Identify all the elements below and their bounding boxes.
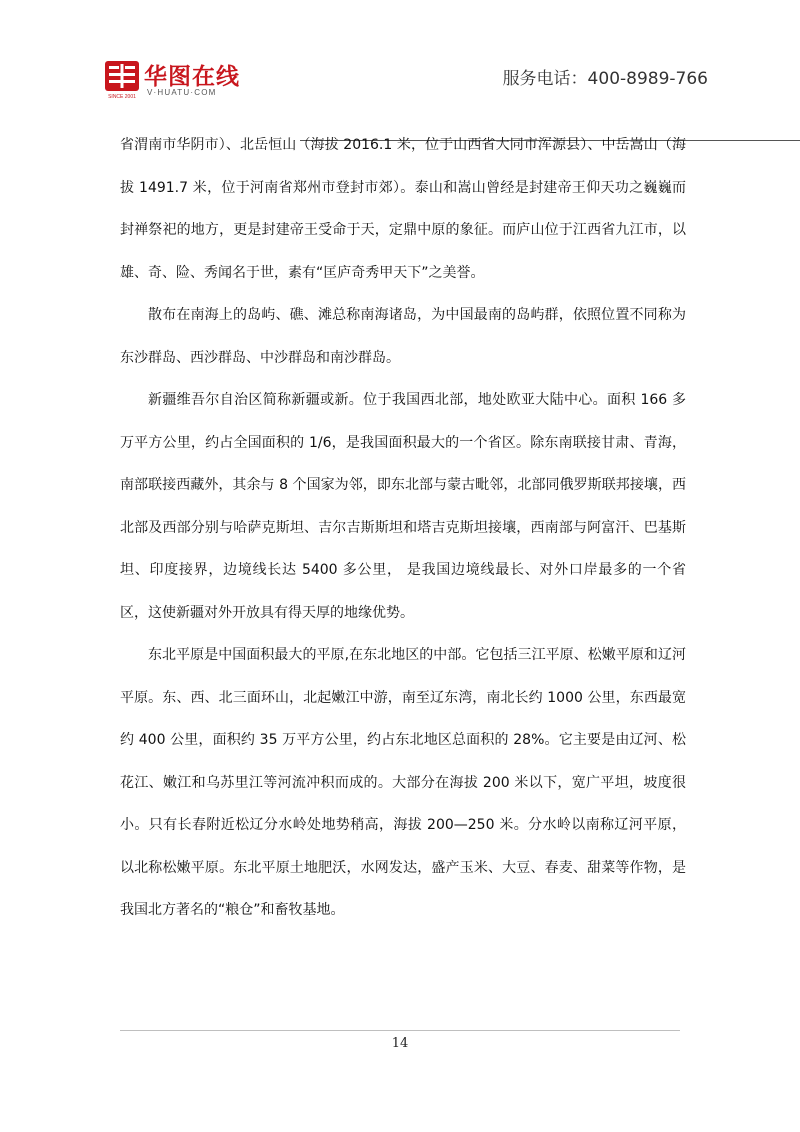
huatu-logo-icon: [104, 60, 140, 100]
logo-domain: V·HUATU·COM: [147, 88, 217, 97]
page-number: 14: [391, 1036, 409, 1051]
footer-divider: [120, 1030, 680, 1031]
svg-text:SINCE 2001: SINCE 2001: [108, 94, 136, 100]
page-header: [104, 52, 708, 100]
paragraph-south-china-sea-islands: 散布在南海上的岛屿、礁、滩总称南海诸岛，为中国最南的岛屿群，依照位置不同称为东沙群岛、西沙群岛、中沙群岛和南沙群岛。: [120, 307, 686, 366]
paragraph-northeast-plain: 东北平原是中国面积最大的平原,在东北地区的中部。它包括三江平原、松嫩平原和辽河平原。东、西、北三面环山，北起嫩江中游，南至辽东湾，南北长约 1000 公里，东西最宽约 400 公里，面积约 35 万平方公里，约占东北地区总面积的 28%。它主要是由辽河、松花江、嫩江和乌苏里江等河流冲积而成的。大部分在海拔 200 米以下，宽广平坦，坡度很小。只有长春附近松辽分水岭处地势稍高，海拔 200—250 米。分水岭以南称辽河平原，以北称松嫩平原。东北平原土地肥沃，水网发达，盛产玉米、大豆、春麦、甜菜等作物，是我国北方著名的“粮仓”和畜牧基地。: [120, 647, 686, 918]
paragraph-wuyue: 省渭南市华阴市）、北岳恒山（海拔 2016.1 米，位于山西省大同市浑源县）、中岳嵩山（海拔 1491.7 米，位于河南省郑州市登封市郊）。泰山和嵩山曾经是封建帝王仰天功之巍巍而封禅祭祀的地方，更是封建帝王受命于天，定鼎中原的象征。而庐山位于江西省九江市，以雄、奇、险、秀闻名于世，素有“匡庐奇秀甲天下”之美誉。: [120, 137, 686, 281]
document-body: [120, 124, 686, 932]
service-hotline: 服务电话：400-8989-766: [502, 69, 708, 89]
paragraph-xinjiang: 新疆维吾尔自治区简称新疆或新。位于我国西北部，地处欧亚大陆中心。面积 166 多万平方公里，约占全国面积的 1/6，是我国面积最大的一个省区。除东南联接甘肃、青海，南部联接西藏外，其余与 8 个国家为邻，即东北部与蒙古毗邻，北部同俄罗斯联邦接壤，西北部及西部分别与哈萨克斯坦、吉尔吉斯斯坦和塔吉克斯坦接壤，西南部与阿富汗、巴基斯坦、印度接界，边境线长达 5400 多公里， 是我国边境线最长、对外口岸最多的一个省区，这使新疆对外开放具有得天厚的地缘优势。: [120, 392, 686, 621]
logo-wordmark: 华图在线: [144, 64, 240, 90]
huatu-logo[interactable]: [104, 60, 264, 100]
